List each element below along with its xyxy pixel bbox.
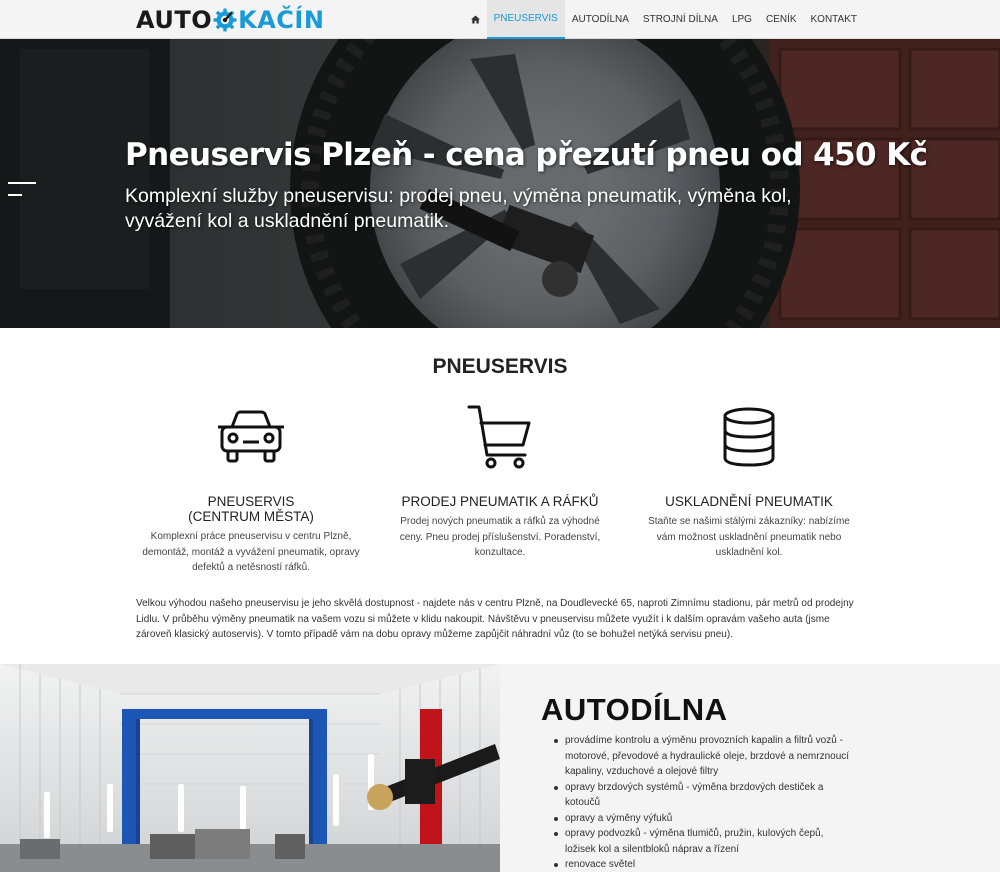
brand-part1: AUTO [136, 6, 213, 34]
main-nav [464, 0, 864, 39]
feature-text: Komplexní práce pneuservisu v centru Plzně, demontáž, montáž a vyvážení pneumatik, opravy defektů a netěsností ráfků. [142, 531, 360, 573]
car-icon [218, 409, 284, 465]
feature-title-line2: (CENTRUM MĚSTA) [188, 509, 314, 524]
shopping-cart-icon [467, 405, 533, 469]
nav-cenik[interactable]: CENÍK [765, 14, 797, 25]
pneuservis-section-title: PNEUSERVIS [432, 355, 568, 378]
feature-title [385, 494, 615, 509]
feature-prodej [385, 405, 615, 561]
brand-part2: KAČÍN [238, 6, 325, 34]
feature-title-line1: PRODEJ PNEUMATIK A RÁFKŮ [401, 494, 599, 509]
feature-title [634, 494, 864, 509]
top-navbar [0, 0, 1000, 39]
database-icon [722, 407, 776, 467]
hero-menu-toggle[interactable] [8, 182, 36, 206]
feature-pneuservis [136, 405, 366, 576]
list-item: opravy podvozků - výměna tlumičů, pružin, kulových čepů, ložisek kol a silentbloků náprav a řízení [552, 826, 852, 857]
hero-menu-line [8, 194, 22, 196]
feature-text: Prodej nových pneumatik a ráfků za výhodné ceny. Pneu prodej příslušenství. Poradenství, konzultace. [399, 516, 601, 558]
nav-lpg[interactable]: LPG [731, 14, 752, 25]
hero-title: Pneuservis Plzeň - cena přezutí pneu od 450 Kč [125, 137, 928, 173]
nav-kontakt[interactable]: KONTAKT [810, 14, 857, 25]
hero-subtitle: Komplexní služby pneuservisu: prodej pneu, výměna pneumatik, výměna kol, vyvážení kol a uskladnění pneumatik. [125, 185, 792, 232]
nav-pneuservis[interactable]: PNEUSERVIS [487, 0, 565, 39]
autodilna-list [552, 733, 852, 872]
feature-title-line1: PNEUSERVIS [207, 494, 295, 509]
list-item: opravy brzdových systémů - výměna brzdových destiček a kotoučů [552, 780, 852, 811]
nav-strojni-dilna[interactable]: STROJNÍ DÍLNA [642, 14, 718, 25]
autodilna-photo [0, 664, 500, 872]
feature-text: Staňte se našimi stálými zákazníky: nabízíme vám možnost uskladnění pneumatik nebo uskladnění kol. [648, 516, 850, 558]
feature-uskladneni [634, 405, 864, 561]
list-item: renovace světel [552, 857, 852, 872]
nav-autodilna[interactable]: AUTODÍLNA [571, 14, 629, 25]
gear-wrench-icon [213, 8, 237, 32]
feature-title-line1: USKLADNĚNÍ PNEUMATIK [665, 494, 833, 509]
list-item: provádíme kontrolu a výměnu provozních kapalin a filtrů vozů - motorové, převodové a hydraulické oleje, brzdové a nemrznoucí kapaliny, vzduchové a olejové filtry [552, 733, 852, 780]
autodilna-title: AUTODÍLNA [541, 692, 728, 727]
list-item: opravy a výměny výfuků [552, 811, 852, 827]
hero-menu-line [8, 182, 36, 184]
pneuservis-intro-text: Velkou výhodou našeho pneuservisu je jeho skvělá dostupnost - najdete nás v centru Plzně, na Doudlevecké 65, naproti Zimnímu stadionu, pár metrů od prodejny Lidlu. V průběhu výměny pneumatik na vašem vozu si můžete v klidu nakoupit. Návštěvu v pneuservisu můžete využít i k dalším opravám vašeho auta (jsme zároveň klasický autoservis). V tomto případě vám na dobu opravy můžeme zapůjčit náhradní vůz (to se bohužel netýká servisu pneu). [136, 598, 854, 640]
feature-title [136, 494, 366, 524]
brand-logo[interactable] [136, 5, 324, 35]
home-icon [471, 15, 480, 24]
nav-home[interactable] [464, 0, 487, 39]
hero-banner [0, 39, 1000, 328]
